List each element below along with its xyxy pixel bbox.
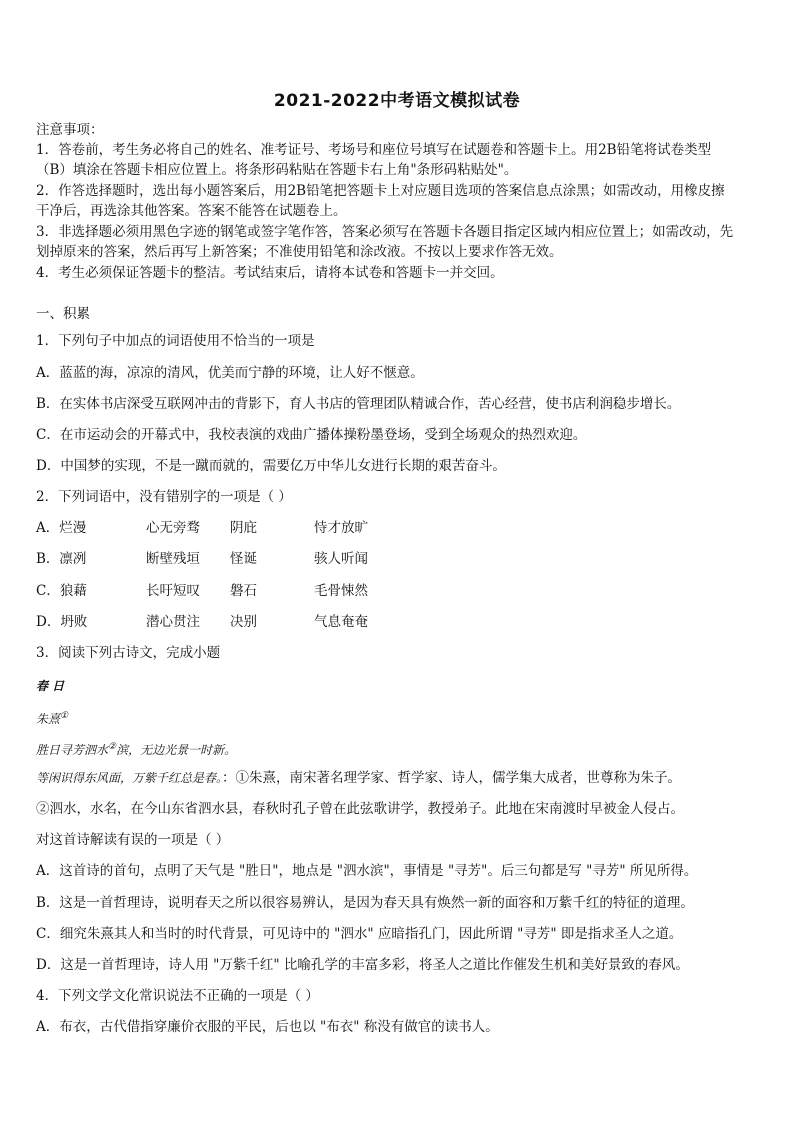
- question-option: C．细究朱熹其人和当时的时代背景，可见诗中的 "泗水" 应暗指孔门，因此所谓 "寻芳" 即是指求圣人之道。: [36, 926, 683, 942]
- question-option: A．蓝蓝的海，凉凉的清风，优美而宁静的环境，让人好不惬意。: [36, 365, 424, 381]
- option-word: 怪诞: [230, 551, 257, 567]
- option-word: B．凛冽: [36, 551, 87, 567]
- option-word: 断壁残垣: [146, 551, 200, 567]
- question-option: D．中国梦的实现，不是一蹴而就的，需要亿万中华儿女进行长期的艰苦奋斗。: [36, 458, 506, 474]
- option-word: D．坍败: [36, 614, 88, 630]
- option-word: 毛骨悚然: [314, 583, 368, 599]
- page-title: 2021-2022中考语文模拟试卷: [273, 91, 521, 111]
- notice-line: 干净后，再选涂其他答案。答案不能答在试题卷上。: [36, 203, 347, 219]
- poem-author-name: 朱熹: [36, 712, 61, 726]
- notice-line: 1．答卷前，考生务必将自己的姓名、准考证号、考场号和座位号填写在试题卷和答题卡上。用2B铅笔将试卷类型: [36, 142, 712, 158]
- poem-text: 等闲识得东风面，万紫千红总是春。: [36, 771, 223, 785]
- section-heading: 一、积累: [36, 306, 90, 322]
- poem-text: 胜日寻芳泗水: [36, 743, 109, 757]
- poem-line-with-note: [36, 768, 766, 788]
- question-option: A．布衣，古代借指穿廉价衣服的平民，后也以 "布衣" 称没有做官的读书人。: [36, 1019, 499, 1035]
- question-substem: 对这首诗解读有误的一项是（ ）: [36, 832, 230, 848]
- notice-line: 2．作答选择题时，选出每小题答案后，用2B铅笔把答题卡上对应题目选项的答案信息点涂黑；如需改动，用橡皮擦: [36, 183, 725, 199]
- poem-title: 春 日: [36, 679, 65, 693]
- question-option: D．这是一首哲理诗，诗人用 "万紫千红" 比喻孔学的丰富多彩，将圣人之道比作催发生机和美好景致的春风。: [36, 957, 689, 973]
- question-stem: 2．下列词语中，没有错别字的一项是（ ）: [36, 489, 292, 505]
- notice-line: 4．考生必须保证答题卡的整洁。考试结束后，请将本试卷和答题卡一并交回。: [36, 265, 504, 281]
- question-option: B．这是一首哲理诗，说明春天之所以很容易辨认，是因为春天具有焕然一新的面容和万紫千红的特征的道理。: [36, 895, 694, 911]
- notice-line: （B）填涂在答题卡相应位置上。将条形码粘贴在答题卡右上角"条形码粘贴处"。: [36, 162, 518, 178]
- poem-author: [36, 706, 766, 729]
- option-word: C．狼藉: [36, 583, 87, 599]
- question-stem: 4．下列文学文化常识说法不正确的一项是（ ）: [36, 988, 319, 1004]
- option-word: 骇人听闻: [314, 551, 368, 567]
- notice-heading: 注意事项：: [36, 122, 104, 138]
- notice-line: 划掉原来的答案，然后再写上新答案；不准使用铅笔和涂改液。不按以上要求作答无效。: [36, 244, 563, 260]
- option-word: 决别: [230, 614, 257, 630]
- option-word: 磐石: [230, 583, 257, 599]
- option-word: 长吁短叹: [146, 583, 200, 599]
- option-word: 阴庇: [230, 520, 257, 536]
- footnote-text: ②泗水，水名，在今山东省泗水县，春秋时孔子曾在此弦歌讲学，教授弟子。此地在宋南渡时早被金人侵占。: [36, 801, 684, 817]
- option-word: 心无旁骛: [146, 520, 200, 536]
- question-option: B．在实体书店深受互联网冲击的背影下，育人书店的管理团队精诚合作，苦心经营，使书店利润稳步增长。: [36, 396, 681, 412]
- option-word: 恃才放旷: [314, 520, 368, 536]
- option-word: A．烂漫: [36, 520, 87, 536]
- footnote-marker: ①: [60, 711, 69, 721]
- footnote-marker: ②: [108, 742, 117, 752]
- poem-text: 滨，无边光景一时新。: [116, 743, 237, 757]
- question-option: C．在市运动会的开幕式中，我校表演的戏曲广播体操粉墨登场，受到全场观众的热烈欢迎。: [36, 427, 587, 443]
- question-stem: 3．阅读下列古诗文，完成小题: [36, 645, 221, 661]
- footnote-text: ：①朱熹，南宋著名理学家、哲学家、诗人，儒学集大成者，世尊称为朱子。: [222, 770, 682, 786]
- option-word: 气息奄奄: [314, 614, 368, 630]
- question-stem: 1．下列句子中加点的词语使用不恰当的一项是: [36, 333, 315, 349]
- poem-line: [36, 737, 766, 760]
- option-word: 潜心贯注: [146, 614, 200, 630]
- notice-line: 3．非选择题必须用黑色字迹的钢笔或签字笔作答，答案必须写在答题卡各题目指定区域内相应位置上；如需改动，先: [36, 224, 734, 240]
- question-option: A．这首诗的首句，点明了天气是 "胜日"，地点是 "泗水滨"，事情是 "寻芳"。后三句都是写 "寻芳" 所见所得。: [36, 863, 698, 879]
